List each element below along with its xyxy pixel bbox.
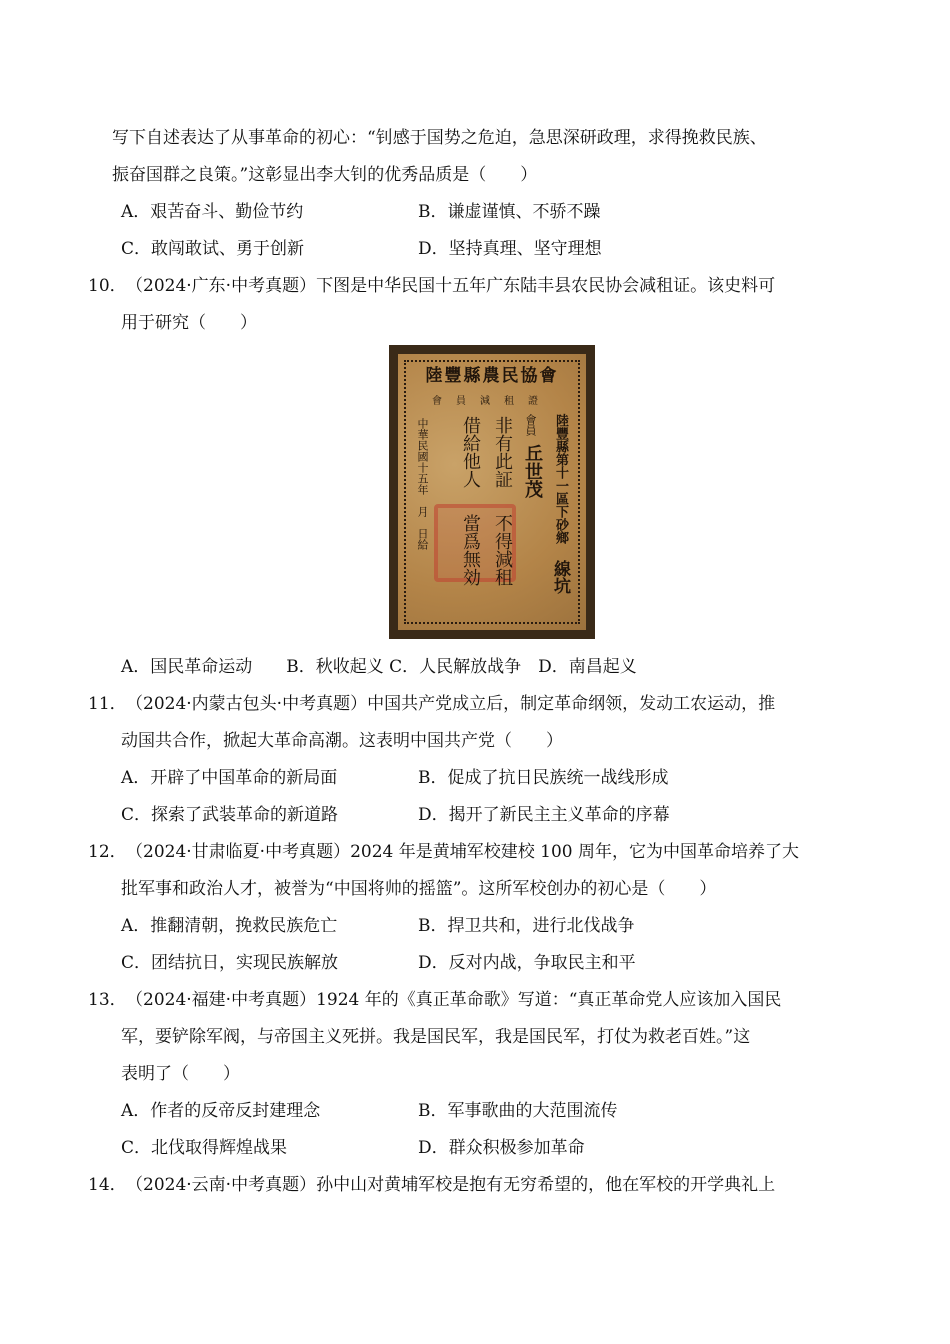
q10-options: A．国民革命运动 B．秋收起义 C．人民解放战争 D．南昌起义 xyxy=(121,657,637,677)
q12-stem-line2: 批军事和政治人才，被誉为“中国将帅的摇篮”。这所军校创办的初心是（ ） xyxy=(121,879,717,899)
q11-option-b: B．促成了抗日民族统一战线形成 xyxy=(418,768,669,788)
q10-stem-line1: （2024·广东·中考真题）下图是中华民国十五年广东陆丰县农民协会减租证。该史料可 xyxy=(126,276,776,296)
q13-stem-line2: 军，要铲除军阀，与帝国主义死拼。我是国民军，我是国民军，打仗为救老百姓。”这 xyxy=(121,1027,751,1047)
q9-stem-line1: 写下自述表达了从事革命的初心：“钊感于国势之危迫，急思深研政理，求得挽救民族、 xyxy=(112,128,767,148)
q13-option-d: D．群众积极参加革命 xyxy=(418,1138,585,1158)
certificate-title: 陸豐縣農民協會 xyxy=(425,366,559,386)
q9-option-d: D．坚持真理、坚守理想 xyxy=(418,239,602,259)
q11-stem-line2: 动国共合作，掀起大革命高潮。这表明中国共产党（ ） xyxy=(121,731,563,751)
certificate-village: 線坑 xyxy=(550,560,570,594)
q9-stem-line2: 振奋国群之良策。”这彰显出李大钊的优秀品质是（ ） xyxy=(112,165,538,185)
q9-option-b: B．谦虚谨慎、不骄不躁 xyxy=(418,202,601,222)
q10-stem-line2: 用于研究（ ） xyxy=(121,313,257,333)
q14-stem-line1: （2024·云南·中考真题）孙中山对黄埔军校是抱有无穷希望的，他在军校的开学典礼上 xyxy=(126,1175,776,1195)
q9-option-c: C．敢闯敢试、勇于创新 xyxy=(121,239,305,259)
certificate-text-3: 借給他人 xyxy=(460,416,481,488)
q12-stem-line1: （2024·甘肃临夏·中考真题）2024 年是黄埔军校建校 100 周年，它为中国革命培养了大 xyxy=(126,842,799,862)
q13-option-c: C．北伐取得辉煌战果 xyxy=(121,1138,288,1158)
q11-option-d: D．揭开了新民主主义革命的序幕 xyxy=(418,805,670,825)
q13-number: 13． xyxy=(88,990,127,1010)
certificate-member-label: 會員 xyxy=(524,414,537,436)
q11-option-c: C．探索了武装革命的新道路 xyxy=(121,805,339,825)
rent-reduction-certificate-image xyxy=(389,345,595,639)
q12-option-d: D．反对内战，争取民主和平 xyxy=(418,953,636,973)
certificate-text-2: 不得減租 xyxy=(492,514,513,586)
certificate-date: 中華民國十五年 月 日給 xyxy=(416,418,429,550)
q11-option-a: A．开辟了中国革命的新局面 xyxy=(121,768,338,788)
q13-option-b: B．军事歌曲的大范围流传 xyxy=(418,1101,618,1121)
q14-number: 14． xyxy=(88,1175,127,1195)
certificate-text-1: 非有此証 xyxy=(492,416,513,488)
q11-number: 11． xyxy=(88,694,127,714)
q12-option-b: B．捍卫共和，进行北伐战争 xyxy=(418,916,635,936)
q13-option-a: A．作者的反帝反封建理念 xyxy=(121,1101,321,1121)
q12-option-c: C．团结抗日，实现民族解放 xyxy=(121,953,339,973)
q9-option-a: A．艰苦奋斗、勤俭节约 xyxy=(121,202,304,222)
certificate-district: 陸豐縣第十一區下砂鄉 xyxy=(553,414,568,544)
certificate-member-name: 丘世茂 xyxy=(522,444,543,498)
q12-number: 12． xyxy=(88,842,127,862)
q10-number: 10． xyxy=(88,276,127,296)
q13-stem-line3: 表明了（ ） xyxy=(121,1064,240,1084)
q11-stem-line1: （2024·内蒙古包头·中考真题）中国共产党成立后，制定革命纲领，发动工农运动，推 xyxy=(126,694,776,714)
q12-option-a: A．推翻清朝，挽救民族危亡 xyxy=(121,916,338,936)
certificate-text-4: 當爲無効 xyxy=(460,514,481,586)
q13-stem-line1: （2024·福建·中考真题）1924 年的《真正革命歌》写道：“真正革命党人应该加入国民 xyxy=(126,990,782,1010)
certificate-subtitle: 會員減租證 xyxy=(432,396,552,407)
